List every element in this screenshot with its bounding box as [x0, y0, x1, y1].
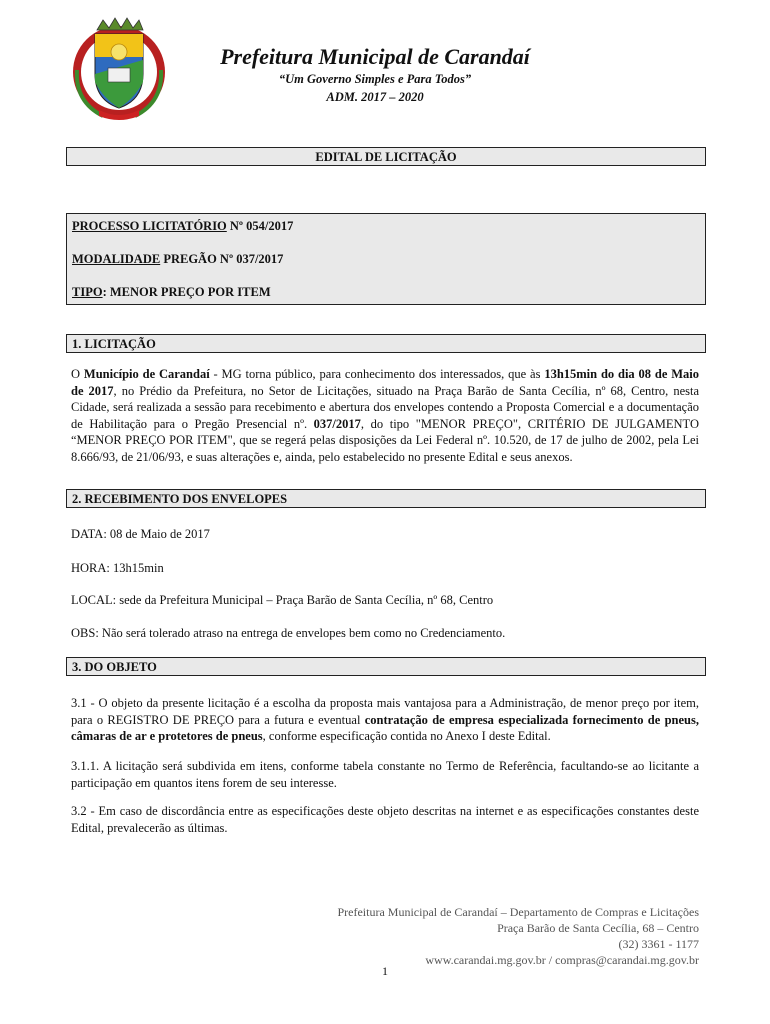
section-1-paragraph: O Município de Carandaí - MG torna público, para conhecimento dos interessados, que às 13h15min do dia 08 de Maio de 2017, no Prédio da Prefeitura, no Setor de Licitações, situado na Praça Barão de Santa Cecília, nº 68, Centro, nesta Cidade, será realizada a sessão para recebimento e abertura dos envelopes contendo a Proposta Comercial e a documentação de Habilitação para o Pregão Presencial nº. 037/2017, do tipo "MENOR PREÇO", CRITÉRIO DE JULGAMENTO “MENOR PREÇO POR ITEM", que se regerá pelas disposições da Lei Federal nº. 10.520, de 17 de julho de 2002, pela Lei 8.666/93, de 21/06/93, e suas alterações e, ainda, pelo estabelecido no presente Edital e seus anexos. — [71, 367, 700, 464]
footer-phone: (32) 3361 - 1177 — [618, 937, 699, 951]
receipt-note: OBS: Não será tolerado atraso na entrega de envelopes bem como no Credenciamento. — [71, 626, 506, 640]
section-3-heading: 3. DO OBJETO — [66, 657, 706, 676]
section-3-1-1-paragraph: 3.1.1. A licitação será subdivida em itens, conforme tabela constante no Termo de Referência, facultando-se ao licitante a participação em quantos itens forem de seu interesse. — [71, 759, 699, 790]
section-3-1-paragraph: 3.1 - O objeto da presente licitação é a escolha da proposta mais vantajosa para a Administração, de menor preço por item, para o REGISTRO DE PREÇO para a futura e eventual contratação de empresa especializada fornecimento de pneus, câmaras de ar e protetores de pneus, conforme especificação contida no Anexo I deste Edital. — [71, 696, 699, 743]
page-footer — [337, 904, 699, 968]
footer-department: Prefeitura Municipal de Carandaí – Departamento de Compras e Licitações — [337, 905, 699, 919]
section-2-heading: 2. RECEBIMENTO DOS ENVELOPES — [66, 489, 706, 508]
edital-title-box: EDITAL DE LICITAÇÃO — [66, 147, 706, 166]
type: TIPO: MENOR PREÇO POR ITEM — [72, 285, 271, 299]
header-title: Prefeitura Municipal de Carandaí — [220, 44, 530, 69]
process-number: PROCESSO LICITATÓRIO Nº 054/2017 — [72, 219, 294, 233]
process-info-box — [66, 213, 706, 305]
footer-contacts: www.carandai.mg.gov.br / compras@carandai.mg.gov.br — [425, 953, 699, 967]
municipal-crest-logo — [63, 12, 175, 122]
header-administration: ADM. 2017 – 2020 — [326, 90, 424, 104]
page-number: 1 — [382, 964, 388, 978]
modality: MODALIDADE PREGÃO Nº 037/2017 — [72, 252, 284, 266]
section-1-heading: 1. LICITAÇÃO — [66, 334, 706, 353]
receipt-date: DATA: 08 de Maio de 2017 — [71, 527, 210, 541]
header-motto: “Um Governo Simples e Para Todos” — [278, 72, 472, 86]
receipt-time: HORA: 13h15min — [71, 561, 164, 575]
receipt-location: LOCAL: sede da Prefeitura Municipal – Praça Barão de Santa Cecília, nº 68, Centro — [71, 593, 494, 607]
footer-address: Praça Barão de Santa Cecília, 68 – Centro — [497, 921, 699, 935]
section-3-2-paragraph: 3.2 - Em caso de discordância entre as especificações deste objeto descritas na internet e as especificações constantes deste Edital, prevalecerão as últimas. — [71, 804, 699, 835]
